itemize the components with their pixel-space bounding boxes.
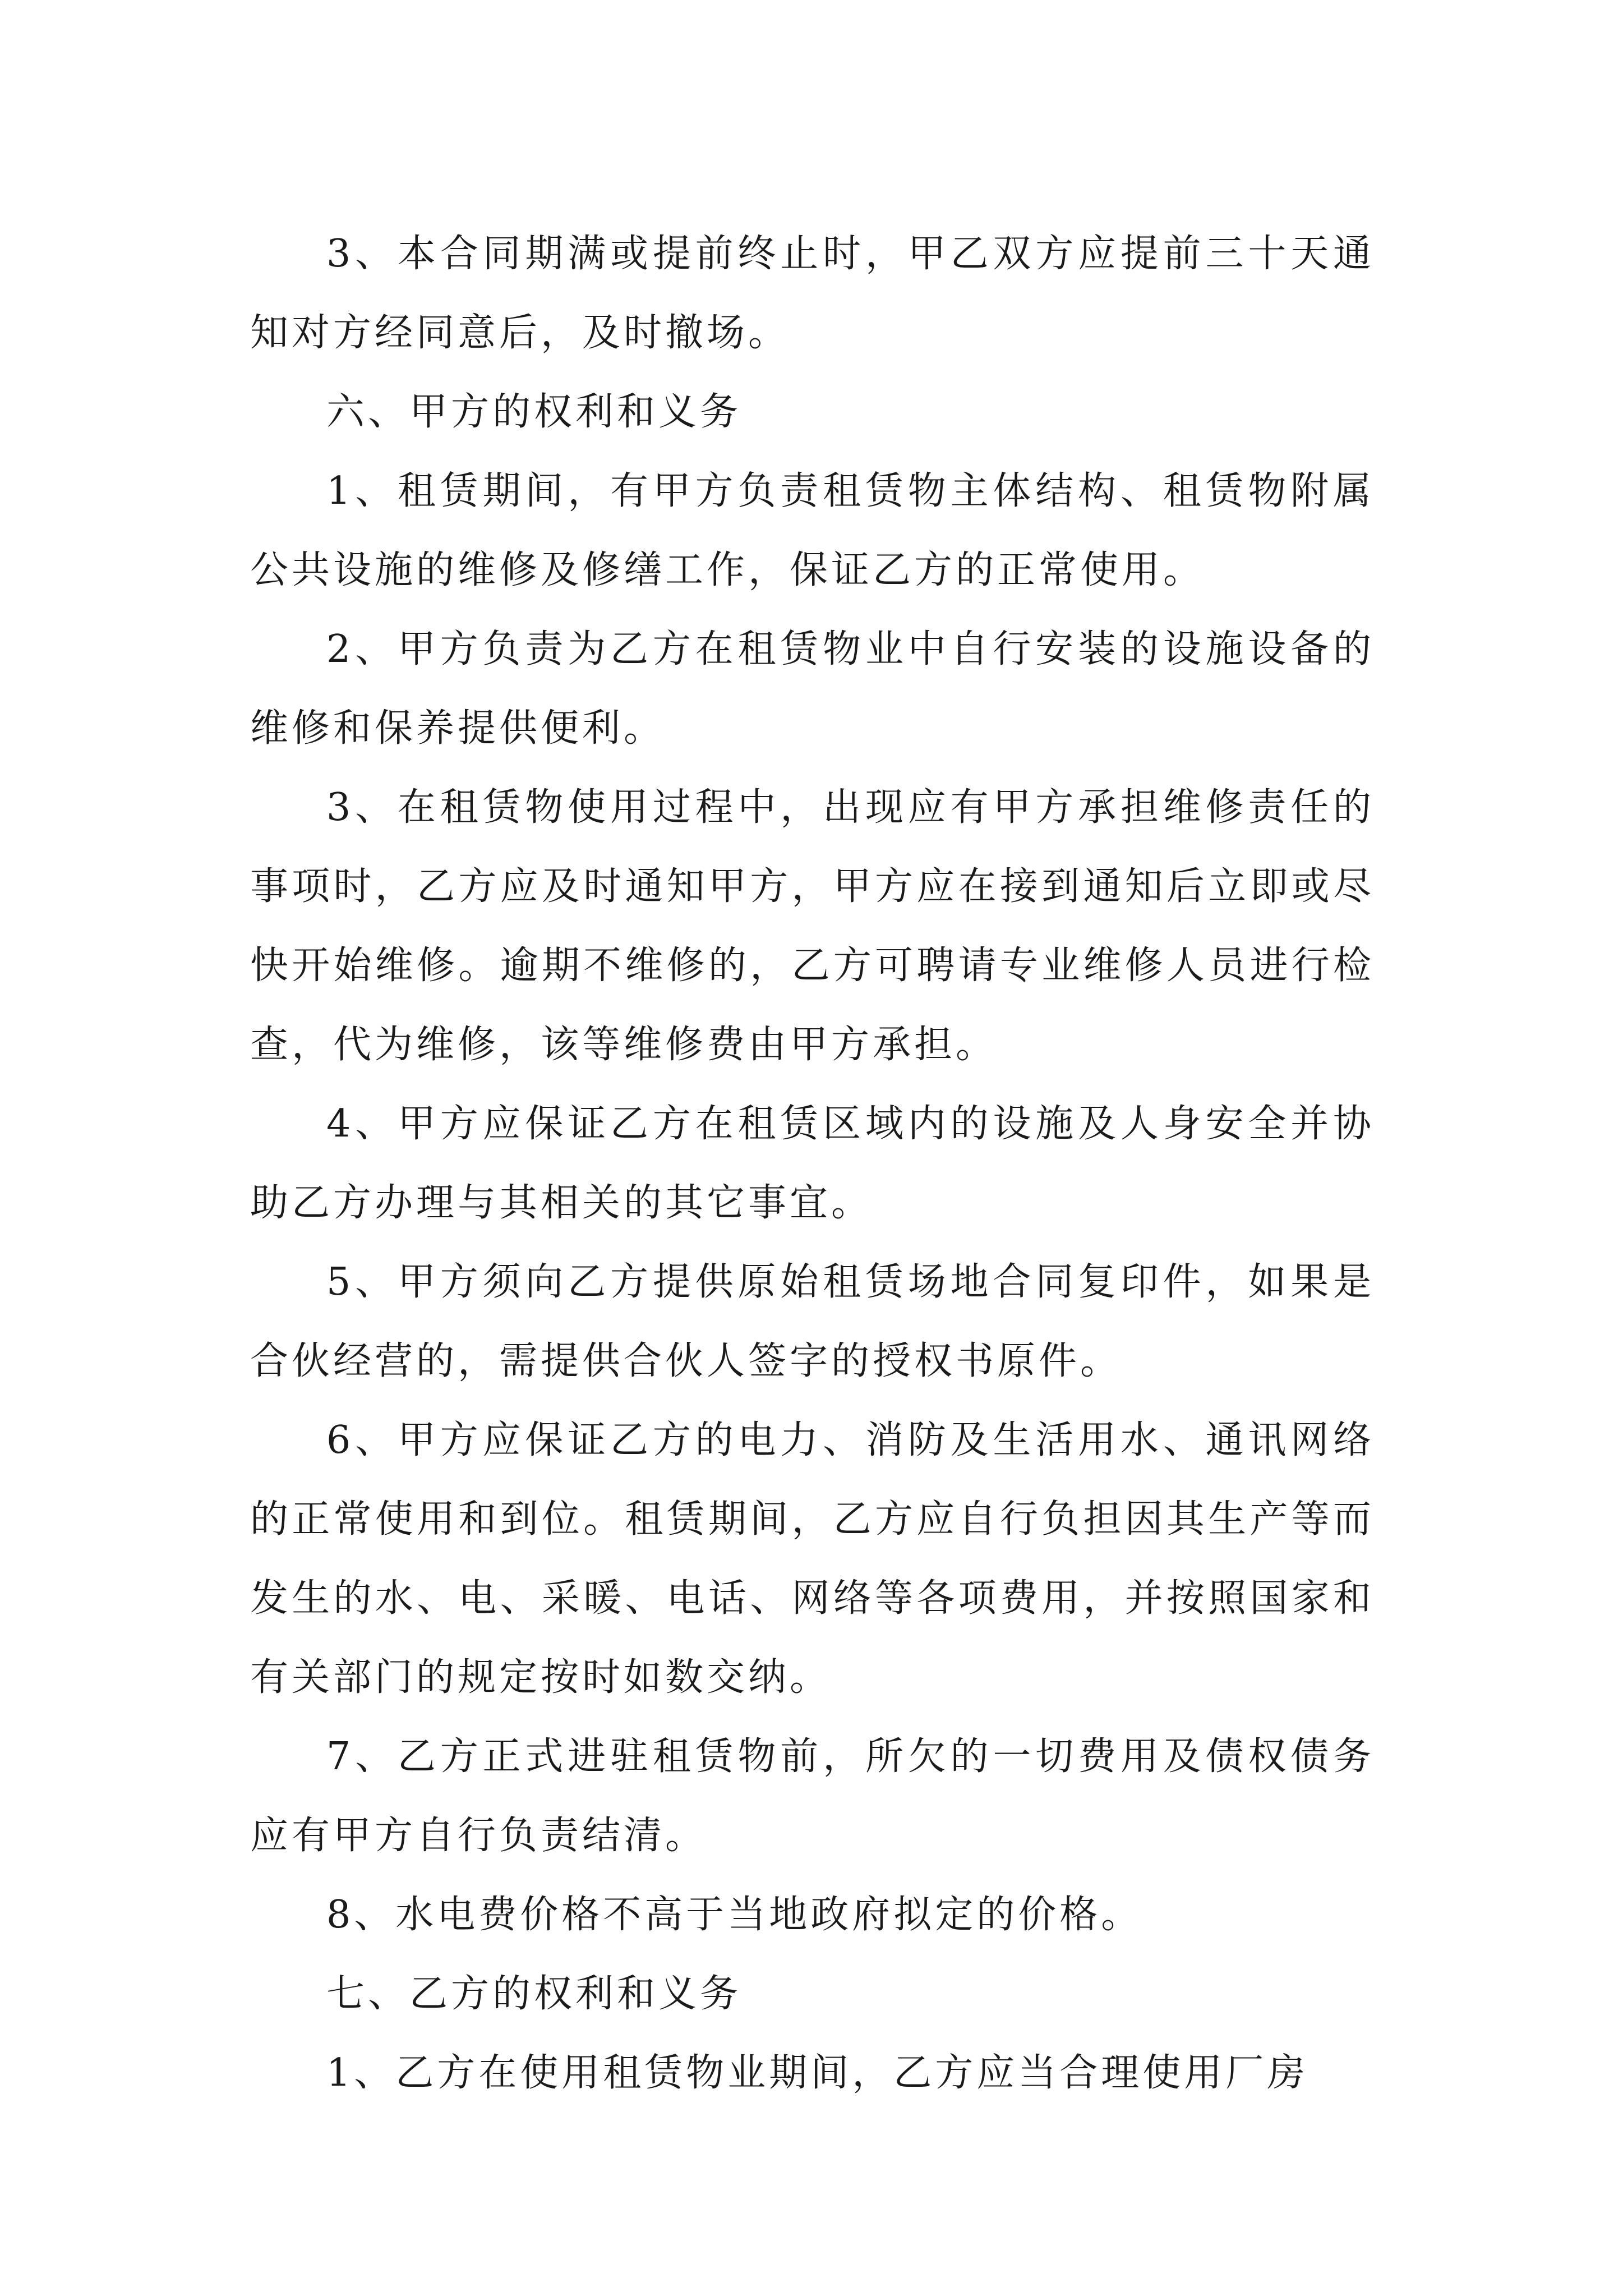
clause-6-4: 4、甲方应保证乙方在租赁区域内的设施及人身安全并协助乙方办理与其相关的其它事宜。 xyxy=(250,1102,1375,1225)
section-heading-6: 六、甲方的权利和义务 xyxy=(326,390,742,434)
clause-6-7: 7、乙方正式进驻租赁物前，所欠的一切费用及债权债务应有甲方自行负责结清。 xyxy=(250,1734,1375,1858)
clause-6-1: 1、租赁期间，有甲方负责租赁物主体结构、租赁物附属公共设施的维修及修缮工作，保证乙方的正常使用。 xyxy=(250,469,1375,592)
clause-5-3: 3、本合同期满或提前终止时，甲乙双方应提前三十天通知对方经同意后，及时撤场。 xyxy=(250,232,1375,355)
clause-6-3: 3、在租赁物使用过程中，出现应有甲方承担维修责任的事项时，乙方应及时通知甲方，甲方应在接到通知后立即或尽快开始维修。逾期不维修的，乙方可聘请专业维修人员进行检查，代为维修，该等维修费由甲方承担。 xyxy=(250,785,1375,1067)
clause-6-5: 5、甲方须向乙方提供原始租赁场地合同复印件，如果是合伙经营的，需提供合伙人签字的授权书原件。 xyxy=(250,1260,1375,1383)
clause-6-8: 8、水电费价格不高于当地政府拟定的价格。 xyxy=(326,1893,1143,1937)
clause-6-2: 2、甲方负责为乙方在租赁物业中自行安装的设施设备的维修和保养提供便利。 xyxy=(250,627,1375,751)
document-body xyxy=(250,214,1375,2113)
clause-7-1: 1、乙方在使用租赁物业期间，乙方应当合理使用厂房 xyxy=(326,2051,1309,2095)
section-heading-7: 七、乙方的权利和义务 xyxy=(326,1972,742,2016)
clause-6-6: 6、甲方应保证乙方的电力、消防及生活用水、通讯网络的正常使用和到位。租赁期间，乙方应自行负担因其生产等而发生的水、电、采暖、电话、网络等各项费用，并按照国家和有关部门的规定按时如数交纳。 xyxy=(250,1418,1375,1700)
